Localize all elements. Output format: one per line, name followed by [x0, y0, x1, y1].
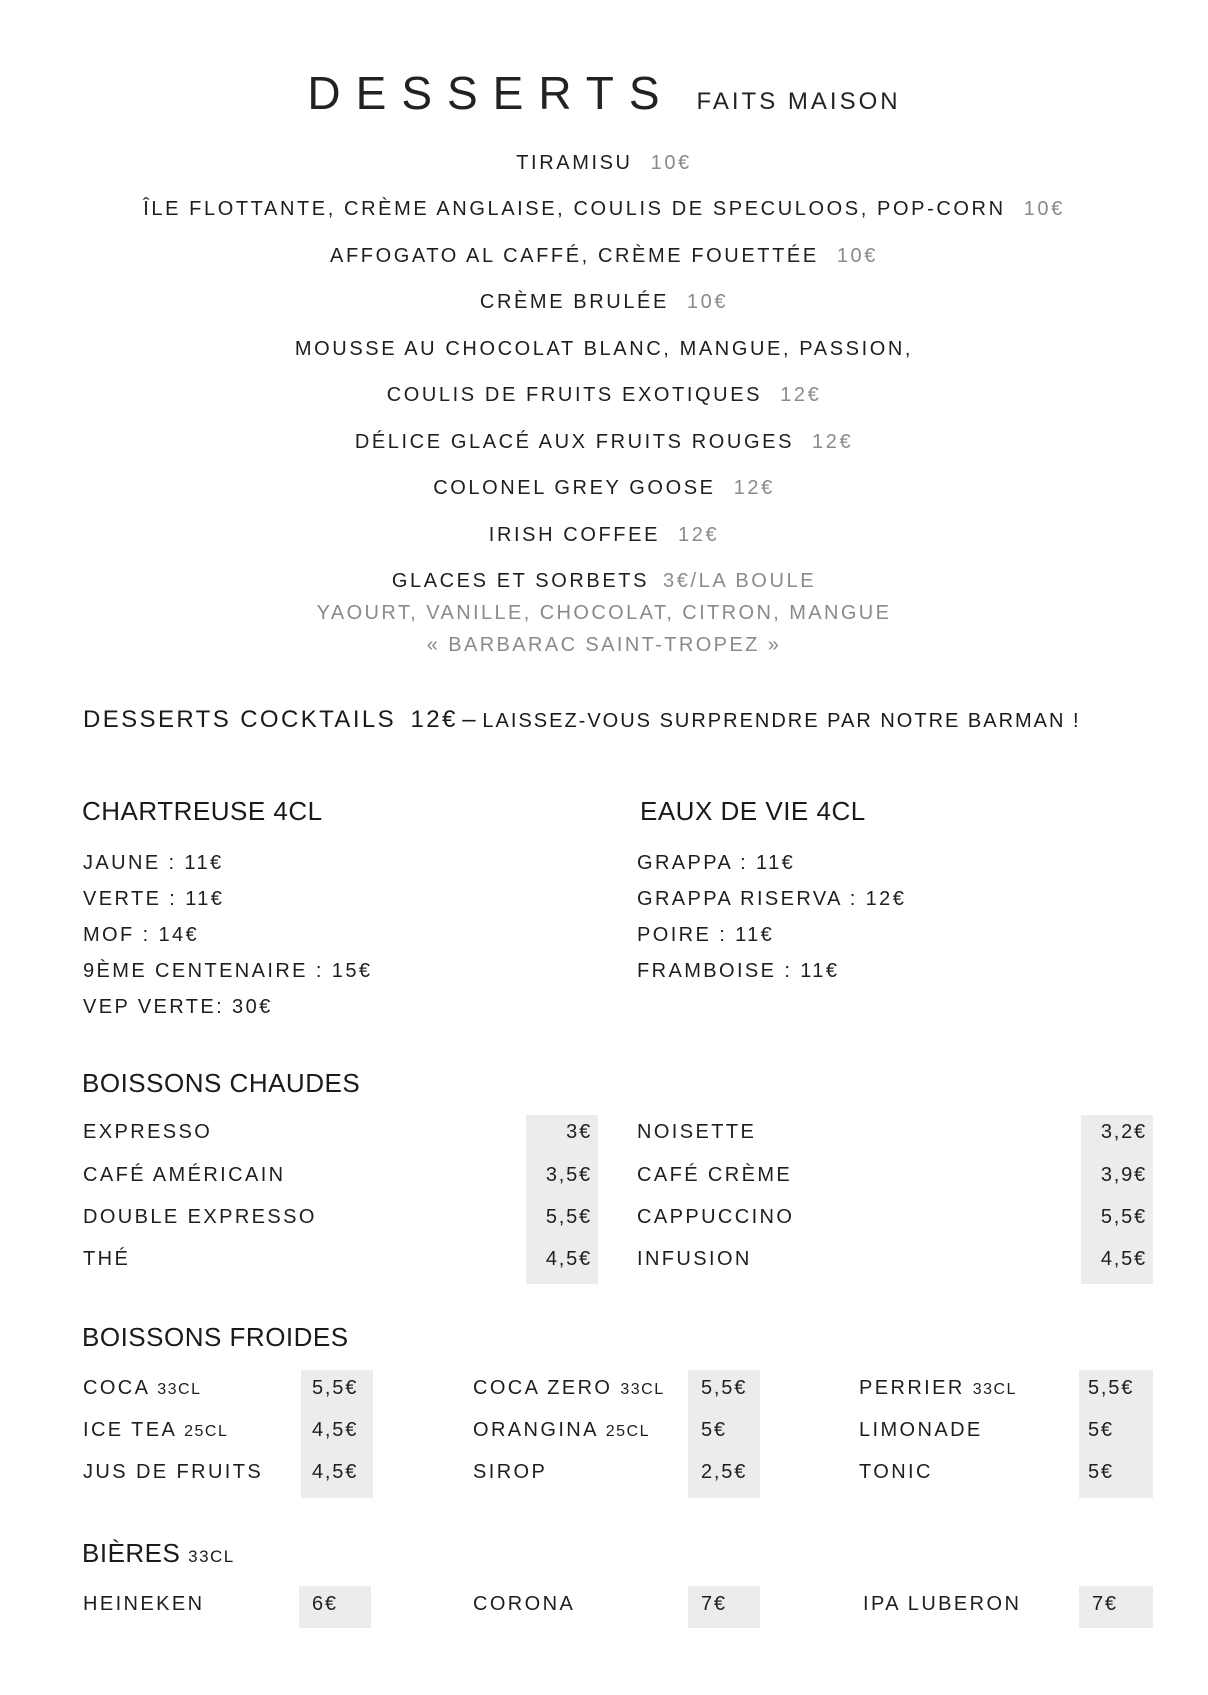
cold-drink-name	[83, 1419, 228, 1442]
dessert-price: 12€	[678, 524, 720, 546]
title-faits-maison: FAITS MAISON	[696, 88, 901, 115]
dessert-item	[0, 524, 1208, 547]
eaux-de-vie-item: POIRE : 11€	[637, 924, 775, 946]
beer-price: 7€	[701, 1593, 727, 1615]
eaux-de-vie-item: FRAMBOISE : 11€	[637, 960, 840, 982]
hot-drink-price: 5,5€	[1100, 1206, 1147, 1228]
cocktails-line	[83, 706, 1081, 734]
dessert-price: 12€	[733, 477, 775, 499]
cold-drink-label: COCA ZERO	[473, 1377, 613, 1399]
dessert-name: MOUSSE AU CHOCOLAT BLANC, MANGUE, PASSION,	[294, 338, 914, 360]
beer-name: IPA LUBERON	[863, 1593, 1022, 1615]
cold-drink-name	[473, 1377, 665, 1400]
cold-drink-price: 5,5€	[312, 1377, 359, 1399]
cold-drink-name	[859, 1377, 1017, 1400]
cold-drink-label: PERRIER	[859, 1377, 965, 1399]
dessert-name: ÎLE FLOTTANTE, CRÈME ANGLAISE, COULIS DE SPECULOOS, POP-CORN	[143, 198, 1006, 220]
dessert-item	[0, 198, 1208, 221]
beer-name: HEINEKEN	[83, 1593, 205, 1615]
dessert-item	[0, 477, 1208, 500]
glaces-flavors: YAOURT, VANILLE, CHOCOLAT, CITRON, MANGUE	[316, 602, 892, 624]
cold-drink-name	[83, 1377, 202, 1400]
eaux-de-vie-item: GRAPPA : 11€	[637, 852, 796, 874]
glaces-brand: « BARBARAC SAINT-TROPEZ »	[426, 634, 782, 656]
cold-drink-label: ICE TEA	[83, 1419, 177, 1441]
hot-drink-price: 4,5€	[545, 1248, 592, 1270]
cold-drink-name	[859, 1419, 983, 1442]
chartreuse-item: MOF : 14€	[83, 924, 200, 946]
dessert-item	[0, 152, 1208, 175]
title-desserts: DESSERTS	[307, 67, 675, 119]
dessert-name: CRÈME BRULÉE	[479, 291, 669, 313]
hot-drink-name: DOUBLE EXPRESSO	[83, 1206, 317, 1228]
hot-drink-name: THÉ	[83, 1248, 131, 1270]
hot-drink-name: INFUSION	[637, 1248, 752, 1270]
dessert-price: 10€	[650, 152, 692, 174]
cold-drink-label: JUS DE FRUITS	[83, 1461, 264, 1483]
chartreuse-item: VEP VERTE: 30€	[83, 996, 273, 1018]
hot-drink-price: 3,5€	[545, 1164, 592, 1186]
hot-drink-name: CAPPUCCINO	[637, 1206, 795, 1228]
cold-drink-label: TONIC	[859, 1461, 933, 1483]
cold-drink-volume: 25CL	[605, 1423, 650, 1440]
hot-drink-price: 5,5€	[545, 1206, 592, 1228]
dessert-name: DÉLICE GLACÉ AUX FRUITS ROUGES	[354, 431, 795, 453]
cold-drink-price: 4,5€	[312, 1419, 359, 1441]
cocktails-tagline: LAISSEZ-VOUS SURPRENDRE PAR NOTRE BARMAN !	[482, 710, 1081, 732]
beer-price: 6€	[312, 1593, 338, 1615]
chartreuse-item: JAUNE : 11€	[83, 852, 224, 874]
dessert-name: COLONEL GREY GOOSE	[433, 477, 716, 499]
eaux-de-vie-item: GRAPPA RISERVA : 12€	[637, 888, 907, 910]
dessert-item	[0, 245, 1208, 268]
chartreuse-title: CHARTREUSE 4CL	[82, 796, 323, 826]
cold-drink-price: 5€	[1088, 1419, 1114, 1441]
dessert-item	[0, 431, 1208, 454]
cold-drink-price: 5,5€	[1088, 1377, 1135, 1399]
hot-drink-price: 3,9€	[1100, 1164, 1147, 1186]
cold-drink-label: LIMONADE	[859, 1419, 983, 1441]
cold-drink-name	[473, 1461, 547, 1484]
cold-drink-volume: 33CL	[620, 1381, 665, 1398]
bieres-title-text: BIÈRES	[82, 1538, 181, 1568]
dessert-name: TIRAMISU	[516, 152, 633, 174]
glaces-name: GLACES ET SORBETS	[391, 570, 650, 592]
cold-drink-label: SIROP	[473, 1461, 548, 1483]
cold-drink-label: ORANGINA	[473, 1419, 598, 1441]
boissons-froides-title: BOISSONS FROIDES	[82, 1322, 349, 1352]
dessert-price: 10€	[686, 291, 729, 313]
hot-drink-price: 3,2€	[1100, 1121, 1147, 1143]
dessert-name: AFFOGATO AL CAFFÉ, CRÈME FOUETTÉE	[330, 245, 819, 267]
boissons-chaudes-title: BOISSONS CHAUDES	[82, 1068, 361, 1098]
cold-drink-price: 2,5€	[701, 1461, 748, 1483]
cold-drink-label: COCA	[83, 1377, 150, 1399]
dessert-price: 12€	[780, 384, 822, 406]
hot-drink-name: EXPRESSO	[83, 1121, 213, 1143]
eaux-de-vie-title: EAUX DE VIE 4CL	[640, 796, 866, 826]
hot-drink-price: 3€	[566, 1121, 592, 1143]
glaces-price: 3€/LA BOULE	[663, 570, 817, 592]
cold-drink-volume: 25CL	[184, 1423, 229, 1440]
dessert-item	[0, 384, 1208, 407]
cold-drink-price: 5€	[701, 1419, 727, 1441]
dessert-price: 10€	[1023, 198, 1065, 220]
dessert-price: 12€	[812, 431, 854, 453]
cold-drink-price: 5,5€	[701, 1377, 748, 1399]
dessert-name: COULIS DE FRUITS EXOTIQUES	[386, 384, 763, 406]
chartreuse-item: VERTE : 11€	[83, 888, 225, 910]
cocktails-title: DESSERTS COCKTAILS	[83, 706, 397, 733]
hot-drink-name: CAFÉ AMÉRICAIN	[83, 1164, 286, 1186]
cold-drink-volume: 33CL	[157, 1381, 202, 1398]
bieres-title	[82, 1538, 235, 1569]
chartreuse-item: 9ÈME CENTENAIRE : 15€	[83, 960, 373, 982]
dessert-price: 10€	[836, 245, 878, 267]
cold-drink-name	[473, 1419, 650, 1442]
hot-drink-name: NOISETTE	[637, 1121, 757, 1143]
page-title	[0, 66, 1208, 120]
dessert-item	[0, 338, 1208, 361]
cold-drink-price: 4,5€	[312, 1461, 359, 1483]
beer-price: 7€	[1092, 1593, 1118, 1615]
dessert-item	[0, 291, 1208, 314]
cold-drink-name	[859, 1461, 933, 1484]
cocktails-dash: –	[462, 706, 478, 733]
cocktails-price: 12€	[410, 706, 458, 733]
beer-name: CORONA	[473, 1593, 576, 1615]
dessert-name: IRISH COFFEE	[488, 524, 661, 546]
hot-drink-price: 4,5€	[1100, 1248, 1147, 1270]
bieres-volume: 33CL	[188, 1547, 235, 1566]
hot-drink-name: CAFÉ CRÈME	[637, 1164, 793, 1186]
cold-drink-name	[83, 1461, 263, 1484]
glaces-item	[0, 570, 1208, 593]
cold-drink-volume: 33CL	[972, 1381, 1017, 1398]
cold-drink-price: 5€	[1088, 1461, 1114, 1483]
